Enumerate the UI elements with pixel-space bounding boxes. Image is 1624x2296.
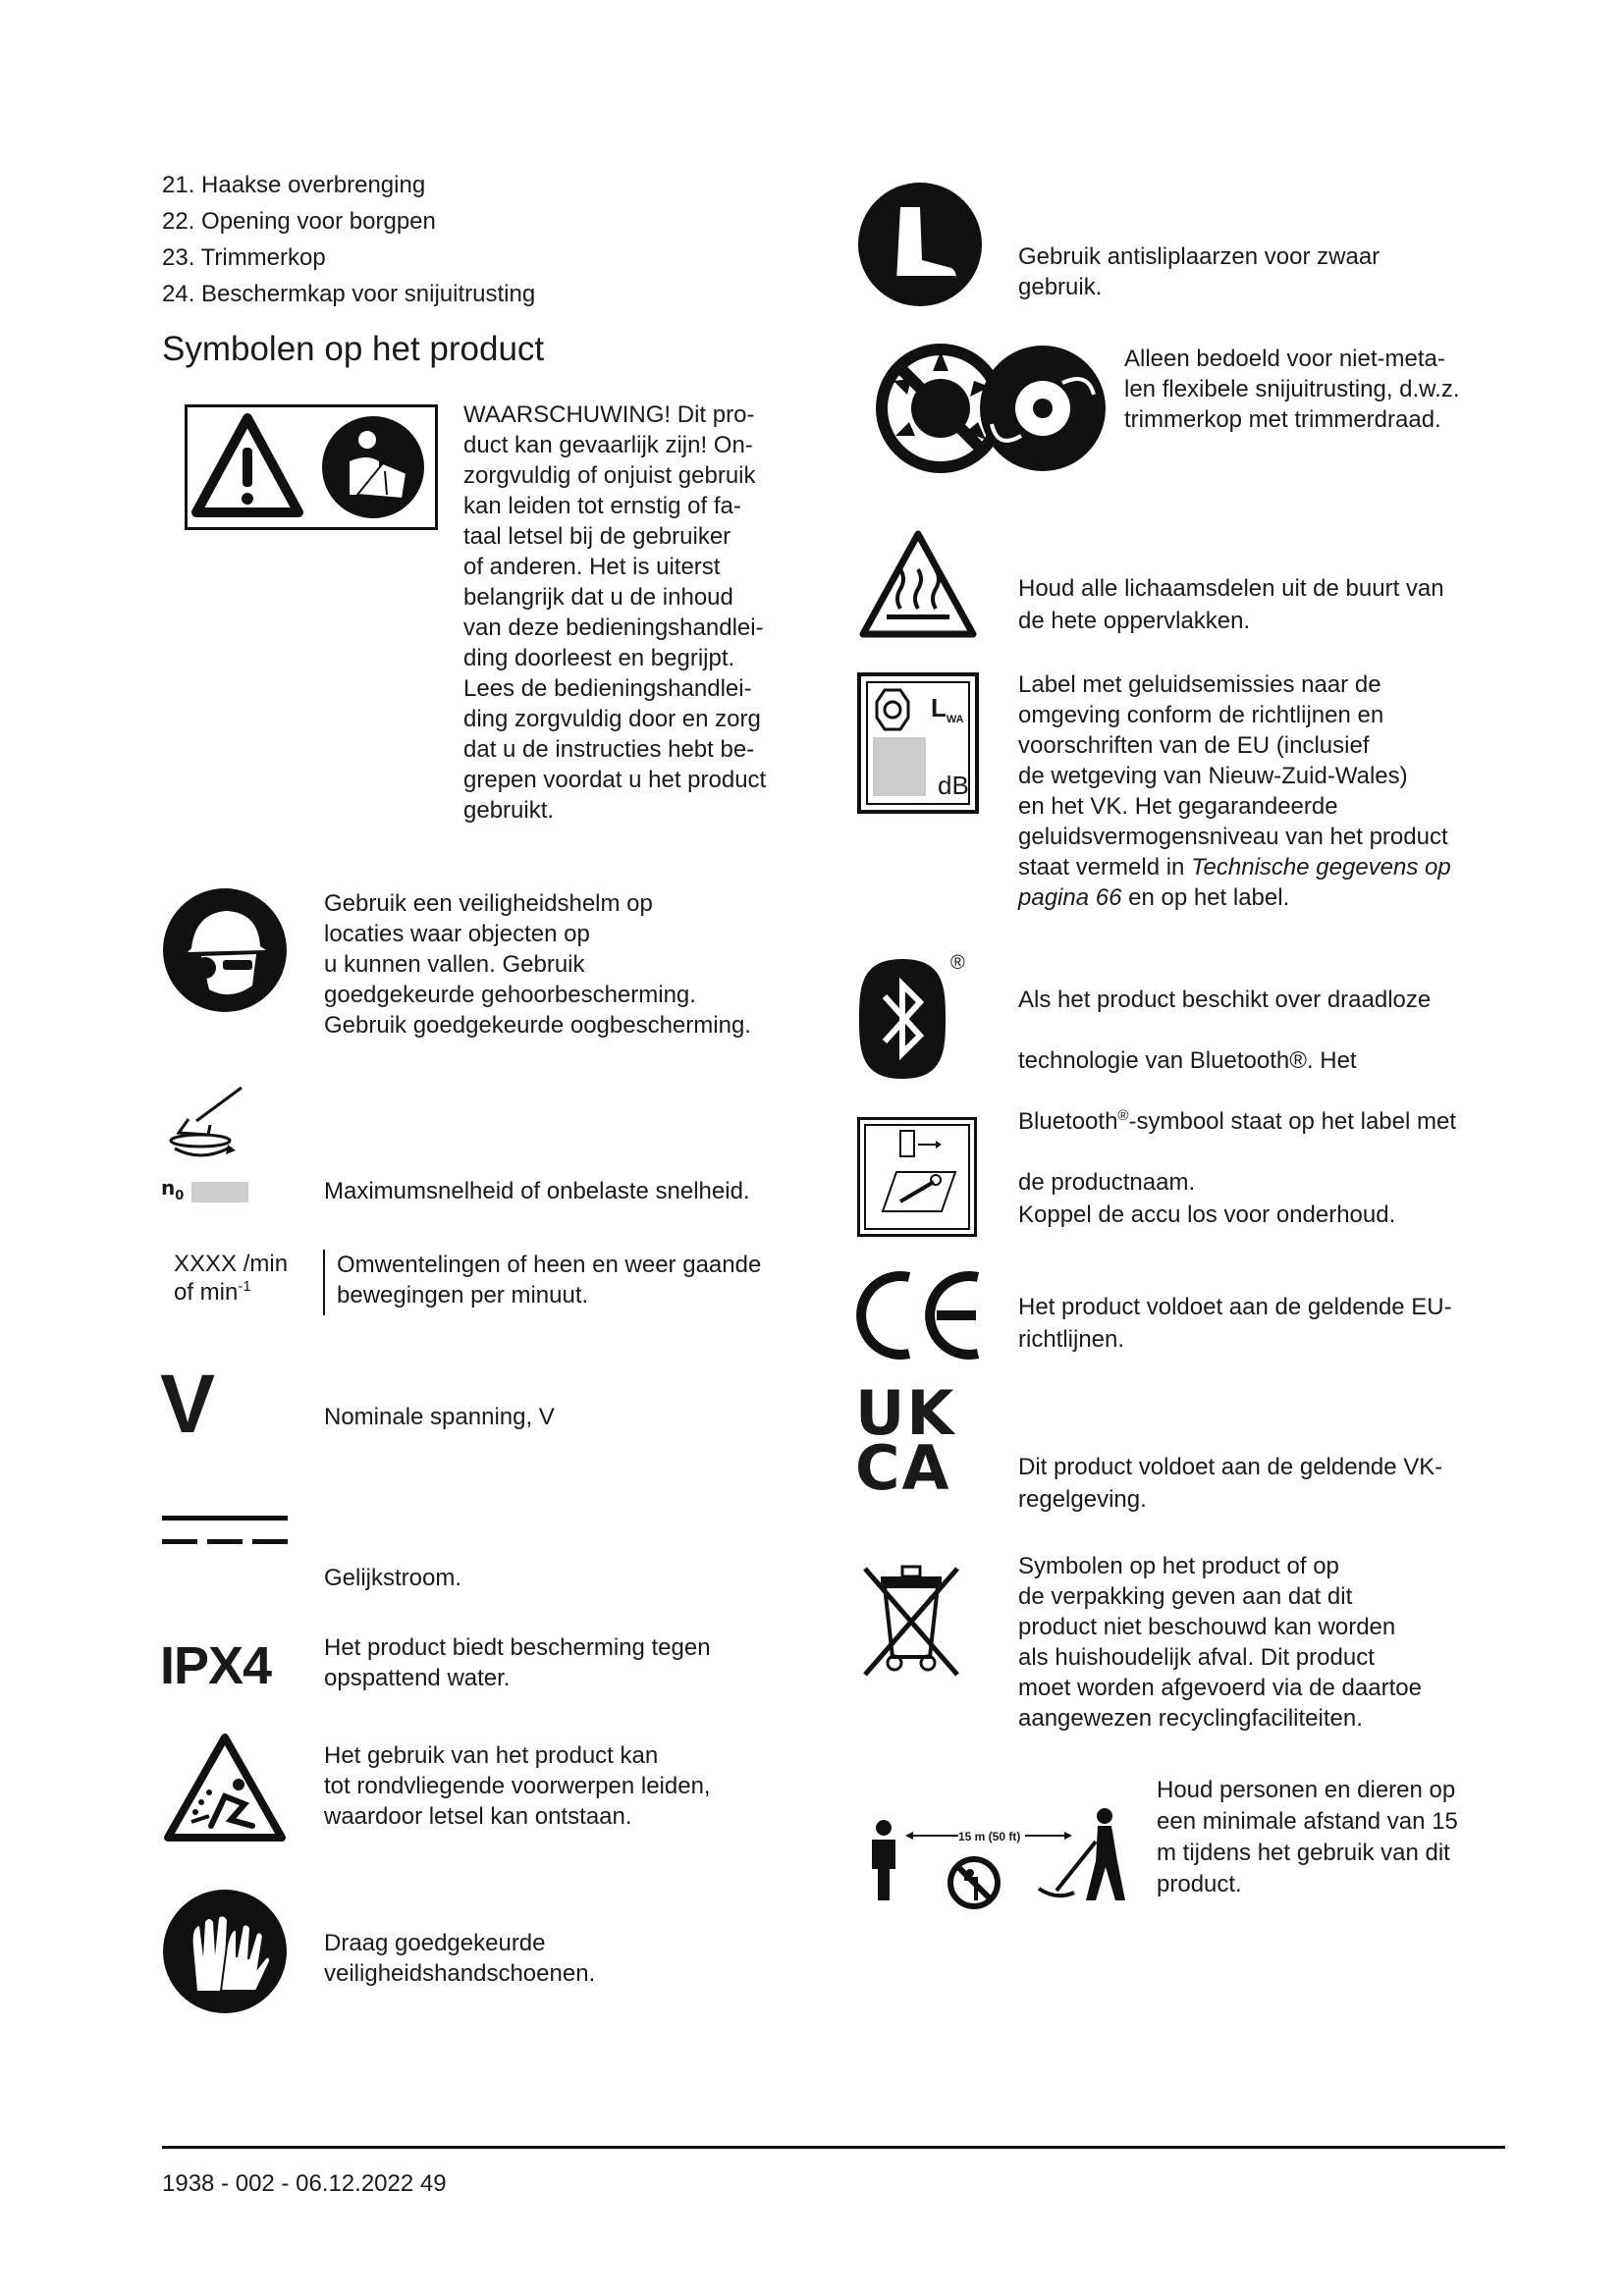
- speed-symbol-label: $n_0$: [161, 1176, 185, 1203]
- non-metal-blade-icon: [876, 342, 1110, 475]
- safety-distance-text: Houd personen en dieren op een minimale afstand van 15 m tijdens het gebruik van dit product.: [1157, 1777, 1458, 1897]
- hot-surface-warning-icon: [857, 528, 979, 640]
- noise-db-label: dB: [938, 771, 969, 800]
- warning-text: WAARSCHUWING! Dit pro- duct kan gevaarlijk zijn! On- zorgvuldig of onjuist gebruik kan leiden tot ernstig of fa- taal letsel bij de gebruiker of anderen. Het is uiterst belangrijk dat u de inhoud van deze bedieningshandlei- ding doorleest en begrijpt. Lees de bedieningshandlei- ding zorgvuldig door en zorg dat u de instructies hebt be- grepen voordat u het product gebruikt.: [463, 401, 767, 824]
- rpm-divider: [323, 1250, 325, 1315]
- footer-divider: [162, 2146, 1505, 2149]
- ukca-text: Dit product voldoet aan de geldende VK- regelgeving.: [1018, 1454, 1443, 1513]
- ipx4-symbol: IPX4: [160, 1636, 272, 1695]
- safety-distance-icon: [864, 1806, 1129, 1912]
- ce-mark-icon: [854, 1271, 986, 1360]
- section-title: Symbolen op het product: [162, 330, 545, 368]
- dc-text: Gelijkstroom.: [324, 1565, 462, 1591]
- rpm-unit-label: XXXX /min of $\min^{-1}$: [174, 1251, 289, 1306]
- boots-icon: [857, 182, 983, 307]
- bluetooth-registered-mark: ®: [950, 952, 965, 974]
- weee-bin-icon: [859, 1559, 963, 1681]
- gloves-text: Draag goedgekeurde veiligheidshandschoenen.: [324, 1930, 596, 1987]
- voltage-symbol: V: [160, 1358, 216, 1450]
- list-item: 22. Opening voor borgpen: [162, 208, 436, 235]
- rpm-text: Omwentelingen of heen en weer gaande bewegingen per minuut.: [337, 1252, 762, 1308]
- helmet-text: Gebruik een veiligheidshelm op locaties waar objecten op u kunnen vallen. Gebruik goedgekeurde gehoorbescherming. Gebruik goedgekeurde oogbescherming.: [324, 890, 751, 1039]
- projectile-warning-icon: [162, 1732, 288, 1843]
- hot-surface-text: Houd alle lichaamsdelen uit de buurt van de hete oppervlakken.: [1018, 575, 1444, 634]
- ce-text: Het product voldoet aan de geldende EU- richtlijnen.: [1018, 1294, 1452, 1353]
- noise-lwa-label: $L_{WA}$: [931, 693, 964, 726]
- helmet-icon: [162, 887, 288, 1013]
- list-item: 21. Haakse overbrenging: [162, 172, 426, 198]
- list-item: 23. Trimmerkop: [162, 244, 326, 271]
- voltage-text: Nominale spanning, V: [324, 1404, 555, 1430]
- ipx4-text: Het product biedt bescherming tegen opspattend water.: [324, 1634, 711, 1691]
- noise-text: Label met geluidsemissies naar de omgeving conform de richtlijnen en voorschriften van de EU (inclusief de wetgeving van Nieuw-Zuid-Wales) en het VK. Het gegarandeerde geluidsvermogensniveau van het product staat vermeld in Technische gegevens op pagina 66 en op het label.: [1018, 671, 1451, 911]
- warning-manual-icon: [185, 404, 438, 530]
- speed-text: Maximumsnelheid of onbelaste snelheid.: [324, 1178, 750, 1204]
- parts-list: [162, 167, 535, 312]
- battery-text: Koppel de accu los voor onderhoud.: [1018, 1201, 1396, 1228]
- gloves-icon: [162, 1889, 288, 2014]
- weee-text: Symbolen op het product of op de verpakking geven aan dat dit product niet beschouwd kan worden als huishoudelijk afval. Dit product moet worden afgevoerd via de daartoe aangewezen recyclingfaciliteiten.: [1018, 1553, 1422, 1732]
- ukca-mark: UK CA: [855, 1377, 956, 1504]
- page-footer: 1938 - 002 - 06.12.2022 49: [162, 2170, 447, 2197]
- boots-text: Gebruik antisliplaarzen voor zwaar gebruik.: [1018, 243, 1380, 300]
- speed-value-box: [191, 1182, 248, 1202]
- list-item: 24. Beschermkap voor snijuitrusting: [162, 281, 536, 307]
- direct-current-icon: [162, 1516, 290, 1551]
- projectile-text: Het gebruik van het product kan tot rondvliegende voorwerpen leiden, waardoor letsel kan ontstaan.: [324, 1742, 711, 1830]
- bluetooth-text: Als het product beschikt over draadloze technologie van Bluetooth®. Het Bluetooth®-symbool staat op het label met de productnaam.: [1018, 987, 1456, 1196]
- battery-disconnect-icon: [857, 1117, 977, 1237]
- non-metal-text: Alleen bedoeld voor niet-meta- len flexibele snijuitrusting, d.w.z. trimmerkop met trimmerdraad.: [1124, 346, 1460, 433]
- bluetooth-icon: [857, 957, 947, 1081]
- safety-distance-label: 15 m (50 ft): [958, 1830, 1021, 1843]
- speed-symbol-icon: [159, 1080, 252, 1173]
